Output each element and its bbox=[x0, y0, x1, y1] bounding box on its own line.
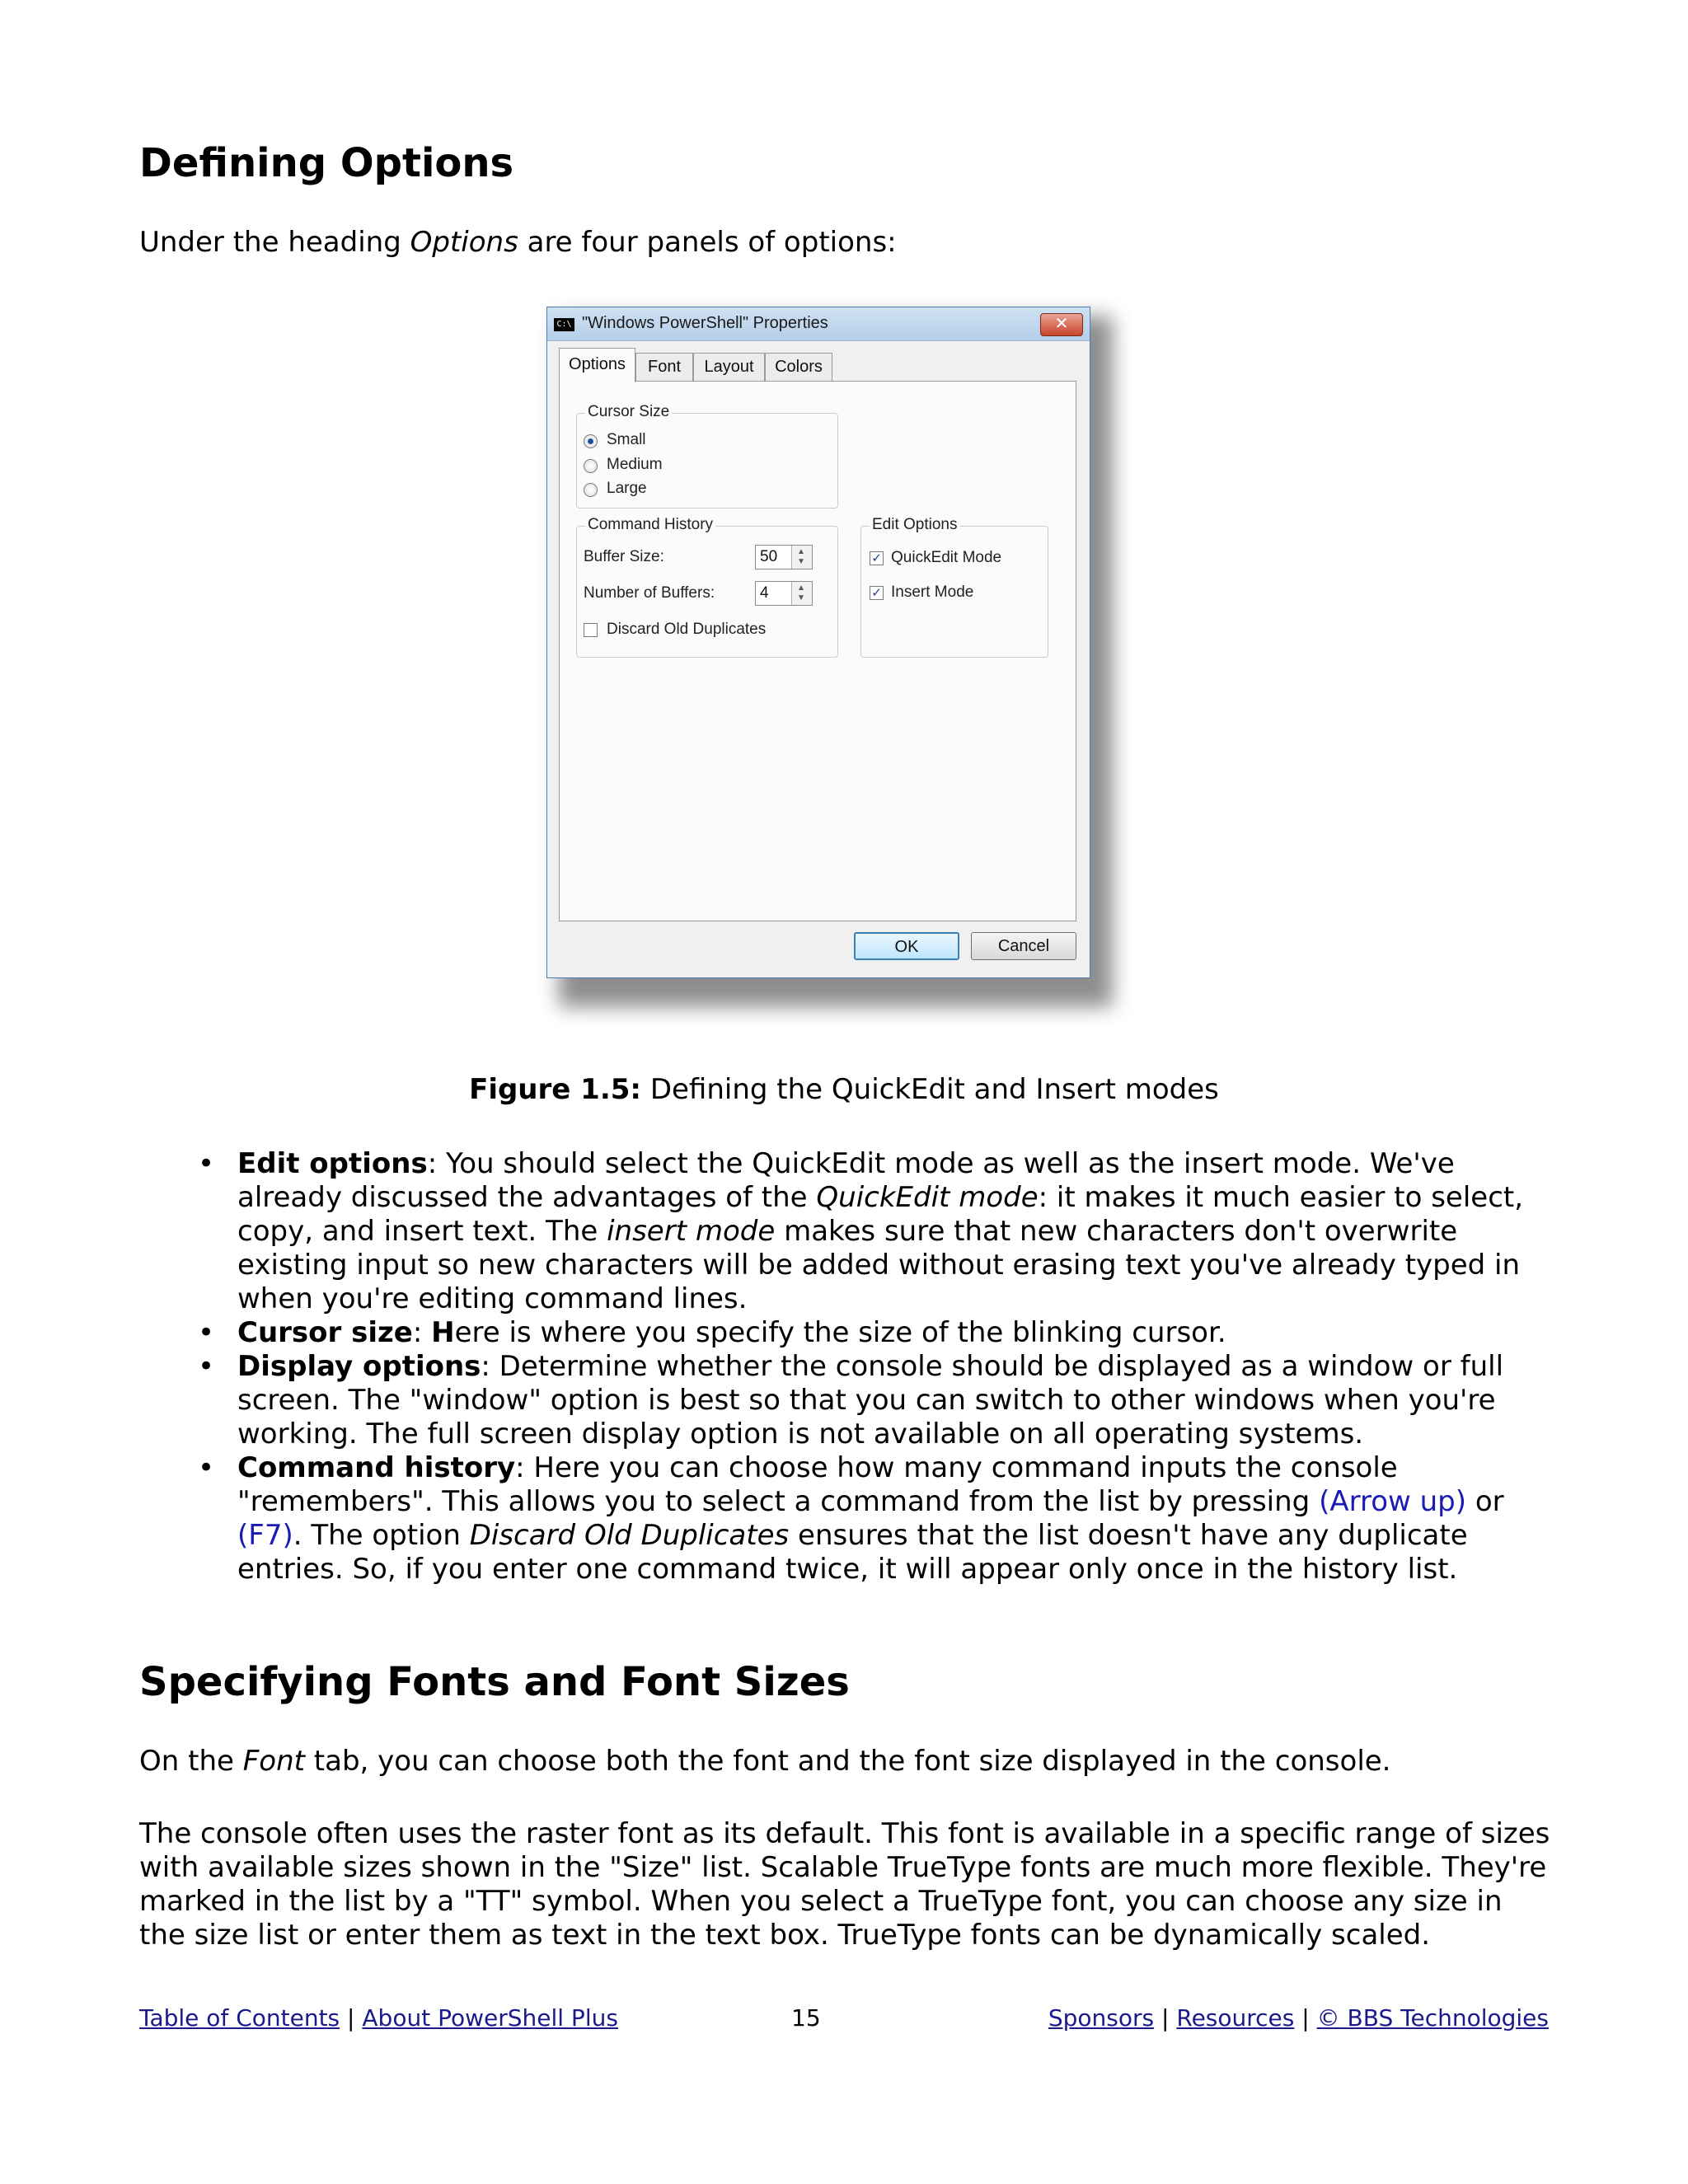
command-history-group bbox=[576, 516, 838, 658]
number-of-buffers-spin-arrows[interactable] bbox=[791, 582, 812, 605]
bullet-emphasis: insert mode bbox=[607, 1215, 776, 1248]
bullet-text: : Here you can choose how many command inputs the console "remembers". This allows you to select a command from the list by pressing bbox=[237, 1451, 1398, 1518]
number-of-buffers-value: 4 bbox=[760, 584, 769, 602]
radio-large-label: Large bbox=[607, 480, 647, 497]
intro-paragraph bbox=[139, 226, 1557, 260]
intro-text-end: are four panels of options: bbox=[518, 226, 897, 259]
paragraph-emphasis: Font bbox=[242, 1745, 305, 1778]
bullet-text: or bbox=[1466, 1485, 1504, 1518]
ok-button[interactable]: OK bbox=[854, 932, 959, 960]
close-icon: ✕ bbox=[1054, 315, 1069, 333]
bullet-icon: • bbox=[198, 1350, 215, 1383]
options-tab-panel bbox=[559, 381, 1076, 921]
paragraph-text: On the bbox=[139, 1745, 243, 1778]
options-bullet-list bbox=[139, 1147, 1557, 1586]
radio-large[interactable] bbox=[584, 483, 598, 497]
close-button[interactable] bbox=[1040, 313, 1083, 336]
insert-mode-checkbox[interactable] bbox=[870, 586, 884, 600]
buffer-size-spin-arrows[interactable] bbox=[791, 546, 812, 569]
footer-separator: | bbox=[347, 2004, 355, 2032]
resources-link[interactable]: Resources bbox=[1176, 2004, 1295, 2032]
intro-emphasis: Options bbox=[410, 226, 518, 259]
quickedit-checkbox[interactable] bbox=[870, 551, 884, 565]
tab-options[interactable]: Options bbox=[559, 348, 635, 382]
bullet-emphasis: Discard Old Duplicates bbox=[469, 1519, 790, 1552]
section-heading-defining-options: Defining Options bbox=[139, 140, 514, 186]
buffer-size-value: 50 bbox=[760, 548, 778, 565]
dialog-titlebar[interactable] bbox=[547, 307, 1090, 341]
bullet-text: : it makes it much easier to select, copy, and insert text. The bbox=[237, 1181, 1524, 1248]
paragraph-text: tab, you can choose both the font and the font size displayed in the console. bbox=[304, 1745, 1391, 1778]
spin-up-icon: ▲ bbox=[797, 583, 805, 593]
bullet-emphasis: QuickEdit mode bbox=[816, 1181, 1039, 1214]
bullet-text: ere is where you specify the size of the blinking cursor. bbox=[454, 1316, 1226, 1349]
key-arrow-up: (Arrow up) bbox=[1319, 1485, 1467, 1518]
insert-mode-label: Insert Mode bbox=[891, 583, 974, 601]
radio-medium-label: Medium bbox=[607, 456, 663, 473]
bullet-text: : bbox=[412, 1316, 432, 1349]
radio-small[interactable] bbox=[584, 434, 598, 448]
list-item-cursor-size bbox=[139, 1316, 1557, 1350]
sponsors-link[interactable]: Sponsors bbox=[1048, 2004, 1155, 2032]
checkmark-icon: ✓ bbox=[871, 586, 882, 600]
section-heading-fonts: Specifying Fonts and Font Sizes bbox=[139, 1659, 850, 1705]
page-number: 15 bbox=[791, 2004, 821, 2032]
tab-layout[interactable]: Layout bbox=[693, 353, 765, 381]
bullet-term: Command history bbox=[237, 1451, 516, 1484]
raster-font-paragraph: The console often uses the raster font as its default. This font is available in a specific range of sizes with available sizes shown in the "Size" list. Scalable TrueType fonts are much more flexible. They're marked in the list by a "TT" symbol. When you select a TrueType font, you can choose any size in the size list or enter them as text in the text box. TrueType fonts can be dynamically scaled. bbox=[139, 1817, 1550, 1952]
buffer-size-spinner[interactable] bbox=[755, 545, 813, 569]
bullet-term: Edit options bbox=[237, 1147, 428, 1180]
bullet-text: : Determine whether the console should be displayed as a window or full screen. The "window" option is best so that you can switch to other windows when you're working. The full screen display option is not available on all operating systems. bbox=[237, 1350, 1504, 1451]
figure-label: Figure 1.5: bbox=[469, 1073, 642, 1106]
about-powershell-plus-link[interactable]: About PowerShell Plus bbox=[362, 2004, 618, 2032]
bullet-bold-letter: H bbox=[431, 1316, 455, 1349]
bullet-term: Display options bbox=[237, 1350, 481, 1383]
bullet-term: Cursor size bbox=[237, 1316, 413, 1349]
checkmark-icon: ✓ bbox=[871, 551, 882, 565]
radio-small-label: Small bbox=[607, 431, 646, 448]
edit-options-legend: Edit Options bbox=[870, 516, 960, 534]
figure-caption-text: Defining the QuickEdit and Insert modes bbox=[641, 1073, 1219, 1106]
bullet-text: . The option bbox=[293, 1519, 470, 1552]
key-f7: (F7) bbox=[237, 1519, 293, 1552]
properties-dialog bbox=[546, 307, 1090, 978]
quickedit-label: QuickEdit Mode bbox=[891, 549, 1002, 566]
list-item-command-history bbox=[139, 1451, 1557, 1586]
discard-duplicates-label: Discard Old Duplicates bbox=[607, 621, 767, 638]
spin-up-icon: ▲ bbox=[797, 547, 805, 556]
dialog-title: "Windows PowerShell" Properties bbox=[582, 314, 828, 332]
buffer-size-label: Buffer Size: bbox=[584, 548, 664, 565]
bullet-icon: • bbox=[198, 1451, 215, 1484]
bullet-text: ensures that the list doesn't have any duplicate entries. So, if you enter one command twice, it will appear only once in the history list. bbox=[237, 1519, 1468, 1586]
spin-down-icon: ▼ bbox=[797, 593, 805, 602]
list-item-display-options bbox=[139, 1350, 1557, 1451]
cursor-size-group bbox=[576, 403, 838, 509]
command-history-legend: Command History bbox=[585, 516, 715, 534]
figure-caption bbox=[0, 1073, 1688, 1107]
footer-right-links bbox=[1048, 2004, 1549, 2033]
edit-options-group bbox=[860, 516, 1048, 658]
number-of-buffers-label: Number of Buffers: bbox=[584, 584, 715, 602]
tab-font[interactable]: Font bbox=[635, 353, 693, 381]
radio-medium[interactable] bbox=[584, 459, 598, 473]
bullet-text: : You should select the QuickEdit mode as well as the insert mode. We've already discussed the advantages of the bbox=[237, 1147, 1455, 1214]
table-of-contents-link[interactable]: Table of Contents bbox=[139, 2004, 340, 2032]
cursor-size-legend: Cursor Size bbox=[585, 403, 672, 421]
cancel-button[interactable]: Cancel bbox=[971, 932, 1076, 960]
bullet-text: makes sure that new characters don't overwrite existing input so new characters will be added without erasing text you've already typed in when you're editing command lines. bbox=[237, 1215, 1521, 1315]
intro-text: Under the heading bbox=[139, 226, 410, 259]
number-of-buffers-spinner[interactable] bbox=[755, 581, 813, 606]
tab-colors[interactable]: Colors bbox=[765, 353, 832, 381]
bullet-icon: • bbox=[198, 1147, 215, 1180]
spin-down-icon: ▼ bbox=[797, 557, 805, 566]
list-item-edit-options bbox=[139, 1147, 1557, 1316]
font-tab-paragraph bbox=[139, 1745, 1557, 1779]
console-icon: C:\ bbox=[554, 318, 574, 331]
bbs-technologies-link[interactable]: © BBS Technologies bbox=[1316, 2004, 1549, 2032]
footer-separator: | bbox=[1301, 2004, 1310, 2032]
discard-duplicates-checkbox[interactable] bbox=[584, 623, 598, 637]
footer-separator: | bbox=[1161, 2004, 1170, 2032]
footer-left-links bbox=[139, 2004, 618, 2033]
bullet-icon: • bbox=[198, 1316, 215, 1349]
